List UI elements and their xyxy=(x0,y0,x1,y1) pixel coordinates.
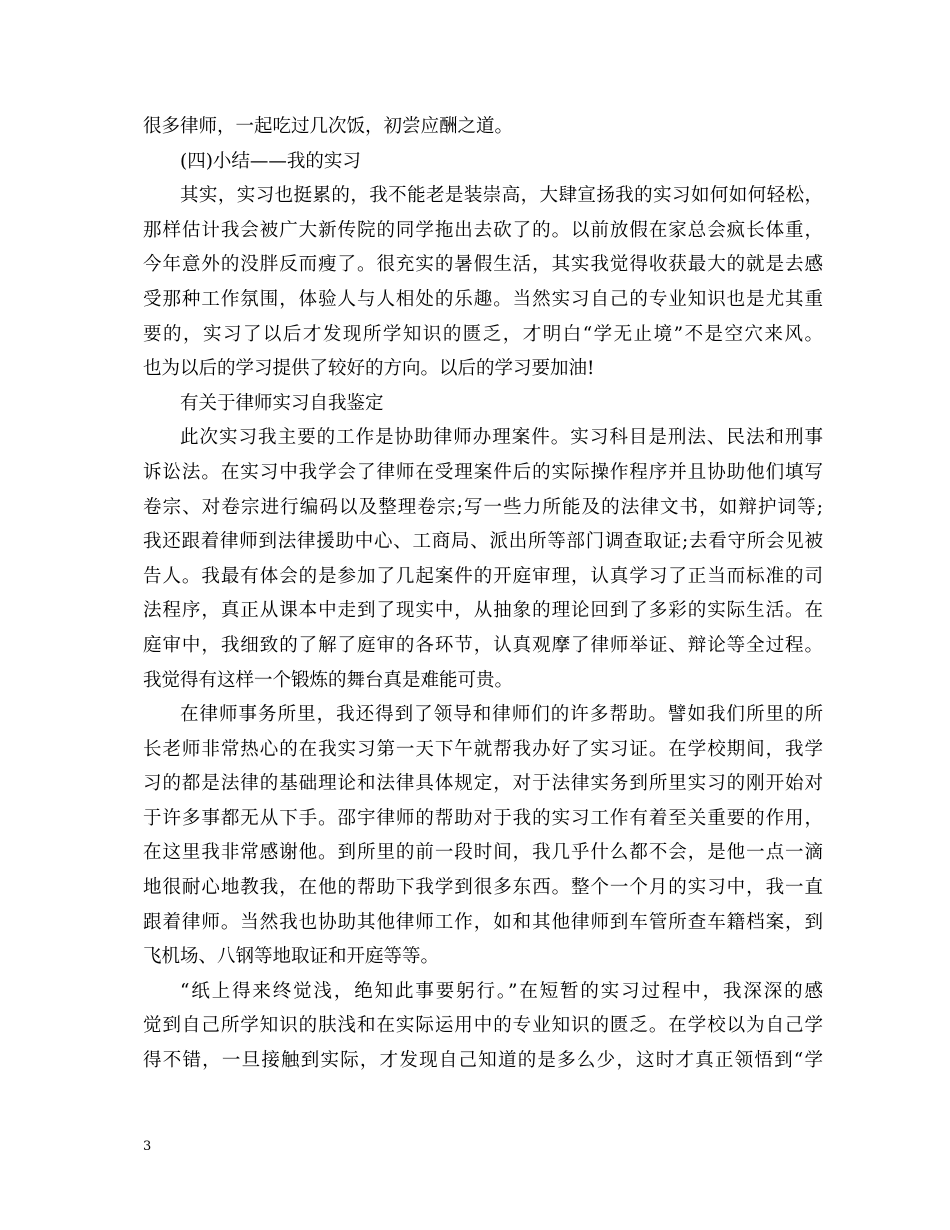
text-line: 跟着律师。当然我也协助其他律师工作，如和其他律师到车管所查车籍档案，到 xyxy=(143,911,823,933)
text-line: “纸上得来终觉浅，绝知此事要躬行。”在短暂的实习过程中，我深深的感 xyxy=(180,980,823,1002)
text-line: 法程序，真正从课本中走到了现实中，从抽象的理论回到了多彩的实际生活。在 xyxy=(143,600,823,622)
text-line: 受那种工作氛围，体验人与人相处的乐趣。当然实习自己的专业知识也是尤其重 xyxy=(143,288,823,310)
text-line: 飞机场、八钢等地取证和开庭等等。 xyxy=(143,946,440,968)
text-line: 卷宗、对卷宗进行编码以及整理卷宗;写一些力所能及的法律文书，如辩护词等; xyxy=(143,496,823,518)
text-line: 那样估计我会被广大新传院的同学拖出去砍了的。以前放假在家总会疯长体重， xyxy=(143,219,823,241)
body-text xyxy=(0,110,950,1079)
section-heading: (四)小结——我的实习 xyxy=(180,150,361,172)
text-line: 告人。我最有体会的是参加了几起案件的开庭审理，认真学习了正当而标准的司 xyxy=(143,565,823,587)
text-line: 习的都是法律的基础理论和法律具体规定，对于法律实务到所里实习的刚开始对 xyxy=(143,773,823,795)
text-line: 此次实习我主要的工作是协助律师办理案件。实习科目是刑法、民法和刑事 xyxy=(180,427,823,449)
text-line: 在律师事务所里，我还得到了领导和律师们的许多帮助。譬如我们所里的所 xyxy=(180,704,823,726)
text-line: 今年意外的没胖反而瘦了。很充实的暑假生活，其实我觉得收获最大的就是去感 xyxy=(143,254,823,276)
text-line: 也为以后的学习提供了较好的方向。以后的学习要加油! xyxy=(143,358,595,380)
page-number: 3 xyxy=(143,1139,152,1154)
text-line: 要的，实习了以后才发现所学知识的匮乏，才明白“学无止境”不是空穴来风。 xyxy=(143,323,823,345)
text-line: 觉到自己所学知识的肤浅和在实际运用中的专业知识的匮乏。在学校以为自己学 xyxy=(143,1015,823,1037)
text-line: 诉讼法。在实习中我学会了律师在受理案件后的实际操作程序并且协助他们填写 xyxy=(143,461,823,483)
text-line: 长老师非常热心的在我实习第一天下午就帮我办好了实习证。在学校期间，我学 xyxy=(143,738,823,760)
text-line: 我还跟着律师到法律援助中心、工商局、派出所等部门调查取证;去看守所会见被 xyxy=(143,531,823,553)
text-line: 很多律师，一起吃过几次饭，初尝应酬之道。 xyxy=(143,116,514,137)
text-line: 我觉得有这样一个锻炼的舞台真是难能可贵。 xyxy=(143,669,514,691)
text-line: 庭审中，我细致的了解了庭审的各环节，认真观摩了律师举证、辩论等全过程。 xyxy=(143,634,823,656)
text-line: 于许多事都无从下手。邵宇律师的帮助对于我的实习工作有着至关重要的作用， xyxy=(143,807,823,829)
text-line: 得不错，一旦接触到实际，才发现自己知道的是多么少，这时才真正领悟到“学 xyxy=(143,1050,823,1072)
section-heading: 有关于律师实习自我鉴定 xyxy=(180,392,384,414)
text-line: 在这里我非常感谢他。到所里的前一段时间，我几乎什么都不会，是他一点一滴 xyxy=(143,842,823,864)
text-line: 其实，实习也挺累的，我不能老是装崇高，大肆宣扬我的实习如何如何轻松， xyxy=(180,185,823,207)
text-line: 地很耐心地教我，在他的帮助下我学到很多东西。整个一个月的实习中，我一直 xyxy=(143,877,823,899)
